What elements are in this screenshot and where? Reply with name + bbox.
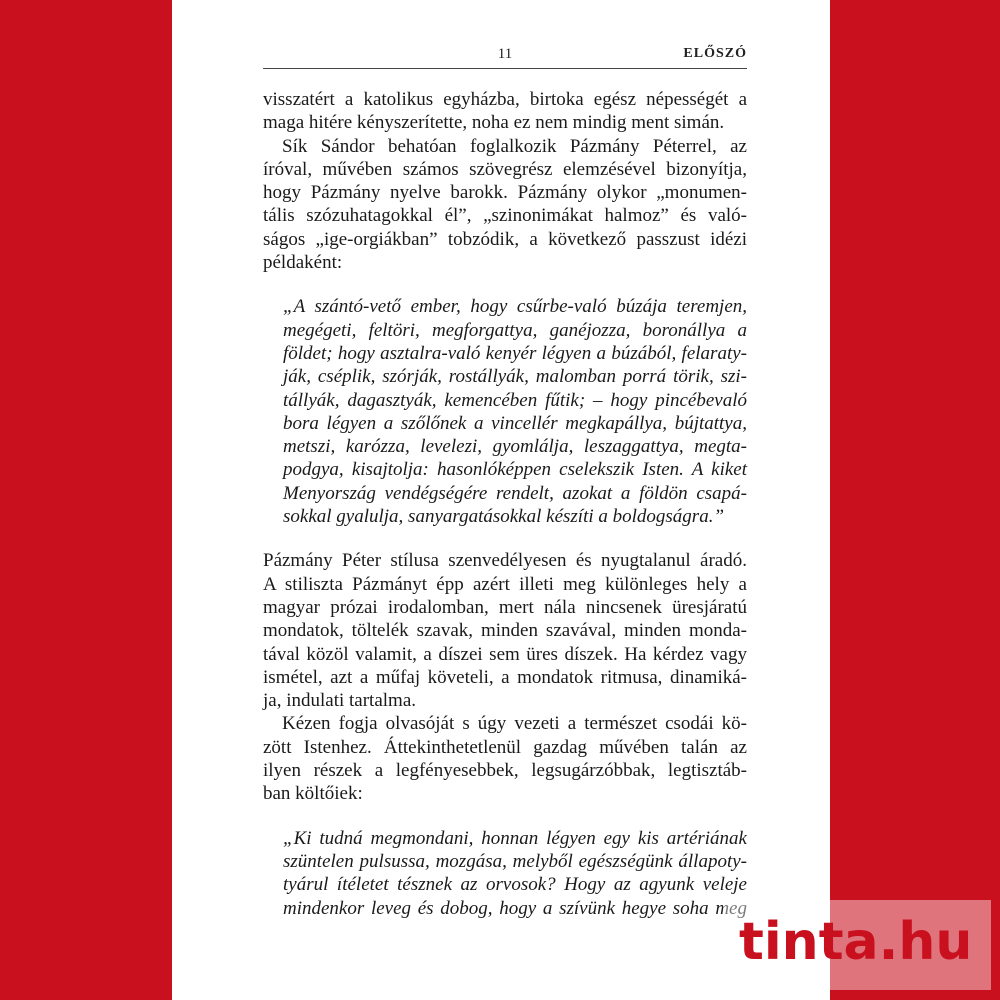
quote-line: sokkal gyalulja, sanyargatásokkal készíti a boldogságra.” xyxy=(283,506,725,528)
quote-line: szüntelen pulsussa, mozgása, melyből egészségünk állapoty- xyxy=(283,850,747,872)
text-line: visszatért a katolikus egyházba, birtoka egész népességét a xyxy=(263,89,747,110)
quote-line: mindenkor leveg és dobog, hogy a szívünk hegye soha meg xyxy=(283,897,747,919)
text-line: zött Istenhez. Áttekinthetetlenül gazdag művében talán az xyxy=(263,736,747,758)
text-line: magyar prózai irodalomban, mert nála nincsenek üresjáratú xyxy=(263,596,747,618)
spacer xyxy=(263,274,747,295)
book-page xyxy=(172,0,830,1000)
quote-line: tállyák, dagasztyák, kemencében fűtik; – hogy pincébevaló xyxy=(283,389,747,411)
quote-line: Menyország vendégségére rendelt, azokat a földön csapá- xyxy=(283,482,747,504)
quote-line: bora légyen a szőlőnek a vincellér megkapállya, bújtattya, xyxy=(283,412,747,434)
quote-line: „Ki tudná megmondani, honnan légyen egy kis artériának xyxy=(283,827,747,849)
text-line: mondatok, töltelék szavak, minden szavával, minden monda- xyxy=(263,620,747,642)
quote-line: tyárul ítéletet tésznek az orvosok? Hogy az agyunk veleje xyxy=(283,874,747,896)
text-line: ságos „ige-orgiákban” tobzódik, a következő passzust idézi xyxy=(263,228,747,250)
quote-line: földet; hogy asztalra-való kenyér légyen a búzából, felaraty- xyxy=(283,342,747,364)
quote-line: ják, cséplik, szórják, rostállyák, malomban porrá törik, szi- xyxy=(283,366,747,388)
text-line: tával közöl valamit, a díszei sem üres díszek. Ha kérdez vagy xyxy=(263,643,747,665)
quote-line: podgya, kisajtolja: hasonlóképpen cselekszik Isten. A kiket xyxy=(283,459,747,481)
body-text xyxy=(263,88,747,920)
watermark-text: tinta.hu xyxy=(739,912,973,972)
quote-line: megégeti, feltöri, megforgattya, ganéjozza, boronállya a xyxy=(283,319,747,341)
text-line: Kézen fogja olvasóját s úgy vezeti a természet csodái kö- xyxy=(282,713,747,735)
running-head: ELŐSZÓ xyxy=(683,46,747,61)
spacer xyxy=(263,528,747,549)
text-line: Pázmány Péter stílusa szenvedélyesen és nyugtalanul áradó. xyxy=(263,550,747,572)
block-quote xyxy=(263,295,747,528)
text-line: hogy Pázmány nyelve barokk. Pázmány olykor „monumen- xyxy=(263,182,747,204)
page-number: 11 xyxy=(497,46,513,62)
text-line: íróval, művében számos szövegrész elemzésével bizonyítja, xyxy=(263,158,747,180)
watermark xyxy=(723,900,991,990)
page-header xyxy=(263,44,747,69)
text-line: ismétel, azt a műfaj követeli, a mondatok ritmusa, dinamiká- xyxy=(263,666,747,688)
block-quote xyxy=(263,827,747,920)
quote-line: metszi, karózza, levelezi, gyomlálja, leszaggattya, megta- xyxy=(283,436,747,458)
text-line: tális szózuhatagokkal él”, „szinonimákat halmoz” és való- xyxy=(263,205,747,227)
text-line: ja, indulati tartalma. xyxy=(263,690,417,712)
text-line: ban költőiek: xyxy=(263,783,363,805)
text-line: A stiliszta Pázmányt épp azért illeti meg különleges hely a xyxy=(263,573,747,595)
text-line: maga hitére kényszerítette, noha ez nem mindig ment simán. xyxy=(263,112,725,134)
spacer xyxy=(263,806,747,827)
quote-line: „A szántó-vető ember, hogy csűrbe-való búzája teremjen, xyxy=(283,296,747,318)
text-line: példaként: xyxy=(263,252,343,274)
text-line: Sík Sándor behatóan foglalkozik Pázmány Péterrel, az xyxy=(282,135,747,157)
text-line: ilyen részek a legfényesebbek, legsugárzóbbak, legtisztáb- xyxy=(263,760,747,782)
